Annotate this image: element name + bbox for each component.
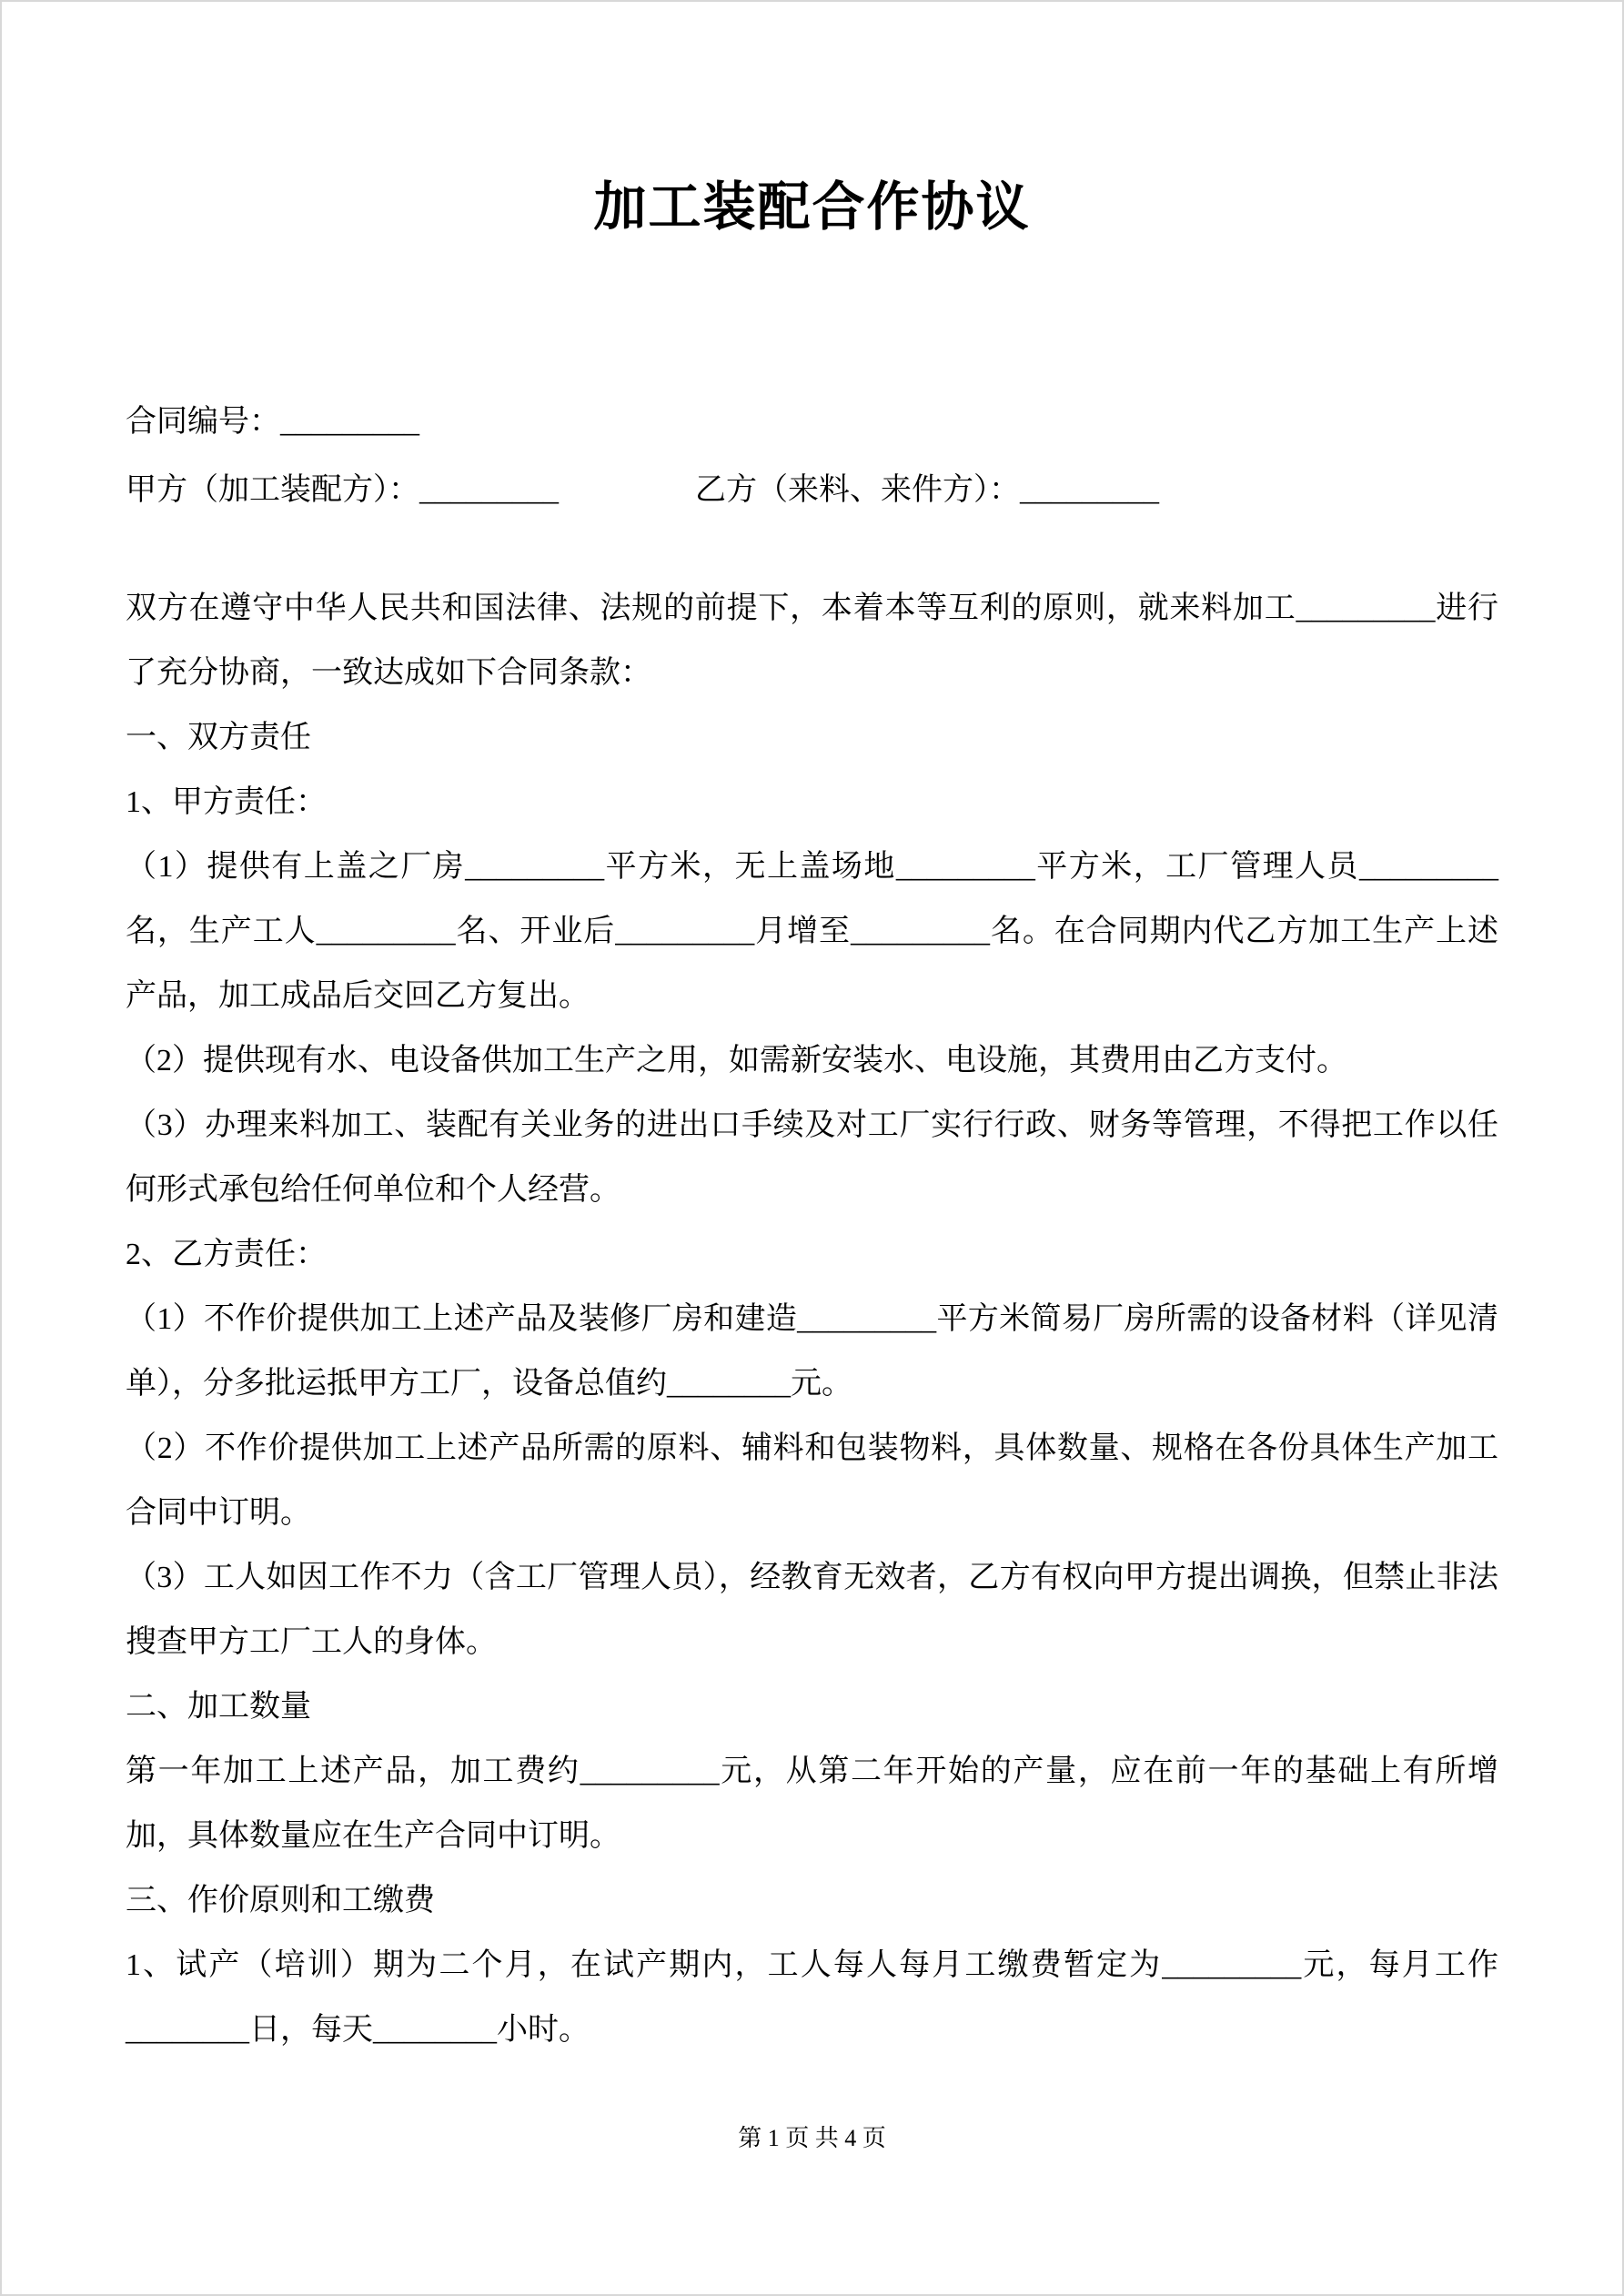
- section-heading-3: 三、作价原则和工缴费: [126, 1884, 435, 1918]
- clause-b2: （2）不作价提供加工上述产品所需的原料、辅料和包装物料，具体数量、规格在各份具体生产加工合同中订明。: [126, 1431, 1498, 1531]
- party-b-label: 乙方（来料、来件方）：_________: [695, 473, 1159, 508]
- body-paragraph-preamble: 双方在遵守中华人民共和国法律、法规的前提下，本着本等互利的原则，就来料加工_________进行了充分协商，一致达成如下合同条款：: [126, 592, 1498, 691]
- contract-number-line: 合同编号：_________: [126, 405, 419, 440]
- page-number: 第 1 页 共 4 页: [738, 2125, 886, 2151]
- party-a-label: 甲方（加工装配方）：_________: [126, 473, 559, 508]
- body-paragraph-quantity: 第一年加工上述产品，加工费约_________元，从第二年开始的产量，应在前一年的基础上有所增加，具体数量应在生产合同中订明。: [126, 1755, 1498, 1854]
- subheading-party-b: 2、乙方责任：: [126, 1238, 327, 1272]
- document-title: 加工装配合作协议: [593, 177, 1031, 237]
- subheading-party-a: 1、甲方责任：: [126, 785, 327, 820]
- section-heading-2: 二、加工数量: [126, 1690, 311, 1725]
- clause-b1: （1）不作价提供加工上述产品及装修厂房和建造_________平方米简易厂房所需的设备材料（详见清单），分多批运抵甲方工厂，设备总值约________元。: [126, 1302, 1498, 1401]
- clause-b3: （3）工人如因工作不力（含工厂管理人员），经教育无效者，乙方有权向甲方提出调换，但禁止非法搜查甲方工厂工人的身体。: [126, 1561, 1498, 1660]
- section-heading-1: 一、双方责任: [126, 721, 311, 755]
- clause-a3: （3）办理来料加工、装配有关业务的进出口手续及对工厂实行行政、财务等管理，不得把工作以任何形式承包给任何单位和个人经营。: [126, 1108, 1498, 1208]
- contract-body: [126, 576, 1498, 2062]
- body-paragraph-trial: 1、试产（培训）期为二个月，在试产期内，工人每人每月工缴费暂定为_________元，每月工作________日，每天________小时。: [126, 1948, 1498, 2048]
- clause-a2: （2）提供现有水、电设备供加工生产之用，如需新安装水、电设施，其费用由乙方支付。: [126, 1044, 1347, 1078]
- clause-a1: （1）提供有上盖之厂房_________平方米，无上盖场地_________平方米，工厂管理人员_________名，生产工人_________名、开业后_________月增至_________名。在合同期内代乙方加工生产上述产品，加工成品后交回乙方复出。: [126, 850, 1498, 1014]
- parties-line: [126, 456, 1498, 524]
- contract-header: [126, 388, 1498, 524]
